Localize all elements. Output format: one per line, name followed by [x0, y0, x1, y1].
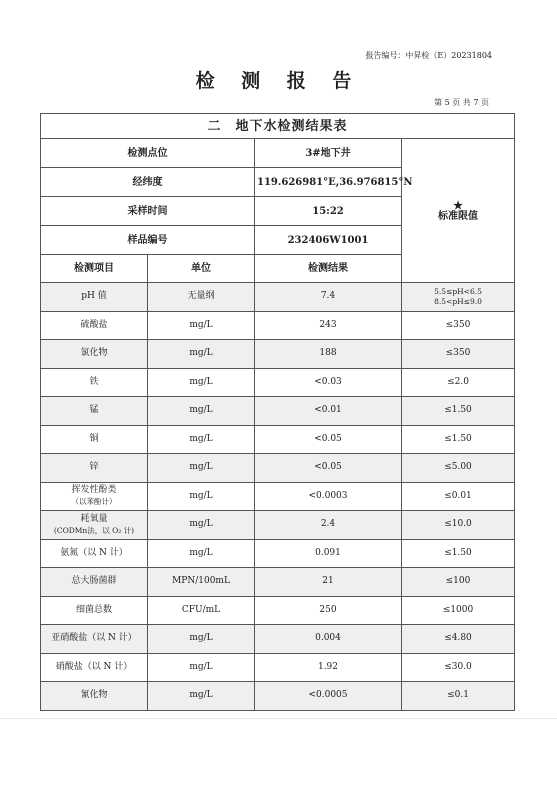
row-unit: mg/L [148, 653, 255, 682]
row-limit: ≤2.0 [402, 368, 515, 397]
row-unit: mg/L [148, 368, 255, 397]
row-unit: mg/L [148, 454, 255, 483]
row-result: 243 [255, 311, 402, 340]
table-row [41, 454, 515, 483]
row-limit: ≤350 [402, 340, 515, 369]
table-row [41, 340, 515, 369]
row-result: <0.05 [255, 425, 402, 454]
row-item-main: 挥发性酚类 [71, 485, 117, 496]
table-row [41, 568, 515, 597]
row-item: pH 值 [41, 283, 148, 312]
row-item: 硫酸盐 [41, 311, 148, 340]
row-item-note: (CODMn法，以 O₂ 计) [53, 525, 135, 535]
row-unit: MPN/100mL [148, 568, 255, 597]
row-unit: mg/L [148, 482, 255, 511]
page-info: 第 5 页 共 7 页 [434, 98, 489, 107]
sample-value: 232406W1001 [255, 226, 402, 255]
page-title: 检 测 报 告 [195, 70, 362, 92]
point-label: 检测点位 [41, 139, 255, 168]
row-result: 0.091 [255, 539, 402, 568]
row-limit: ≤100 [402, 568, 515, 597]
row-item [41, 482, 148, 511]
row-limit: ≤1.50 [402, 425, 515, 454]
row-limit-low: 5.5≤pH<6.5 [434, 286, 482, 296]
coord-value: 119.626981°E,36.976815°N [255, 168, 402, 197]
row-limit: ≤30.0 [402, 653, 515, 682]
table-row [41, 397, 515, 426]
row-result: 7.4 [255, 283, 402, 312]
report-number: 报告编号：中昇检（E）20231804 [365, 51, 492, 60]
time-value: 15:22 [255, 197, 402, 226]
row-result: 1.92 [255, 653, 402, 682]
row-item [41, 511, 148, 540]
row-unit: mg/L [148, 682, 255, 711]
table-row [41, 511, 515, 540]
row-item: 亚硝酸盐（以 N 计） [41, 625, 148, 654]
table-row [41, 425, 515, 454]
row-result: <0.01 [255, 397, 402, 426]
row-limit: ≤1.50 [402, 539, 515, 568]
row-result: <0.0005 [255, 682, 402, 711]
standard-limit-header [402, 139, 515, 283]
row-item-note: （以苯酚计） [71, 497, 117, 507]
row-unit: mg/L [148, 340, 255, 369]
row-limit: ≤0.1 [402, 682, 515, 711]
row-limit: ≤1000 [402, 596, 515, 625]
row-result: 0.004 [255, 625, 402, 654]
row-limit: ≤1.50 [402, 397, 515, 426]
table-row [41, 368, 515, 397]
header-item: 检测项目 [41, 255, 148, 283]
row-unit: mg/L [148, 511, 255, 540]
row-result: 21 [255, 568, 402, 597]
row-result: <0.03 [255, 368, 402, 397]
row-item-main: 耗氧量 [80, 513, 108, 524]
row-limit: ≤0.01 [402, 482, 515, 511]
row-unit: mg/L [148, 539, 255, 568]
row-item: 细菌总数 [41, 596, 148, 625]
table-row [41, 625, 515, 654]
row-limit: ≤10.0 [402, 511, 515, 540]
row-item: 氯化物 [41, 340, 148, 369]
row-unit: mg/L [148, 625, 255, 654]
table-row [41, 682, 515, 711]
table-row [41, 653, 515, 682]
row-limit: ≤5.00 [402, 454, 515, 483]
row-item: 氰化物 [41, 682, 148, 711]
point-value: 3#地下井 [255, 139, 402, 168]
row-unit: CFU/mL [148, 596, 255, 625]
row-unit: mg/L [148, 397, 255, 426]
header-result: 检测结果 [255, 255, 402, 283]
table-row [41, 596, 515, 625]
star-icon: ★ [453, 198, 463, 212]
row-item: 硝酸盐（以 N 计） [41, 653, 148, 682]
row-result: 250 [255, 596, 402, 625]
table-row [41, 539, 515, 568]
row-unit: mg/L [148, 425, 255, 454]
standard-limit-label: 标准限值 [438, 210, 478, 222]
row-item: 铜 [41, 425, 148, 454]
row-limit [402, 283, 515, 312]
row-item: 氨氮（以 N 计） [41, 539, 148, 568]
row-item: 锰 [41, 397, 148, 426]
page-divider [0, 718, 557, 719]
row-result: <0.05 [255, 454, 402, 483]
section-title: 二 地下水检测结果表 [41, 114, 515, 139]
row-limit: ≤350 [402, 311, 515, 340]
table-row [41, 283, 515, 312]
row-item: 总大肠菌群 [41, 568, 148, 597]
time-label: 采样时间 [41, 197, 255, 226]
row-item: 锌 [41, 454, 148, 483]
row-result: <0.0003 [255, 482, 402, 511]
row-limit: ≤4.80 [402, 625, 515, 654]
row-item: 铁 [41, 368, 148, 397]
row-unit: mg/L [148, 311, 255, 340]
row-unit: 无量纲 [148, 283, 255, 312]
table-row [41, 482, 515, 511]
groundwater-results-table [40, 113, 515, 711]
header-unit: 单位 [148, 255, 255, 283]
row-limit-high: 8.5<pH≤9.0 [434, 296, 482, 306]
row-result: 188 [255, 340, 402, 369]
coord-label: 经纬度 [41, 168, 255, 197]
sample-label: 样品编号 [41, 226, 255, 255]
table-row [41, 311, 515, 340]
row-result: 2.4 [255, 511, 402, 540]
